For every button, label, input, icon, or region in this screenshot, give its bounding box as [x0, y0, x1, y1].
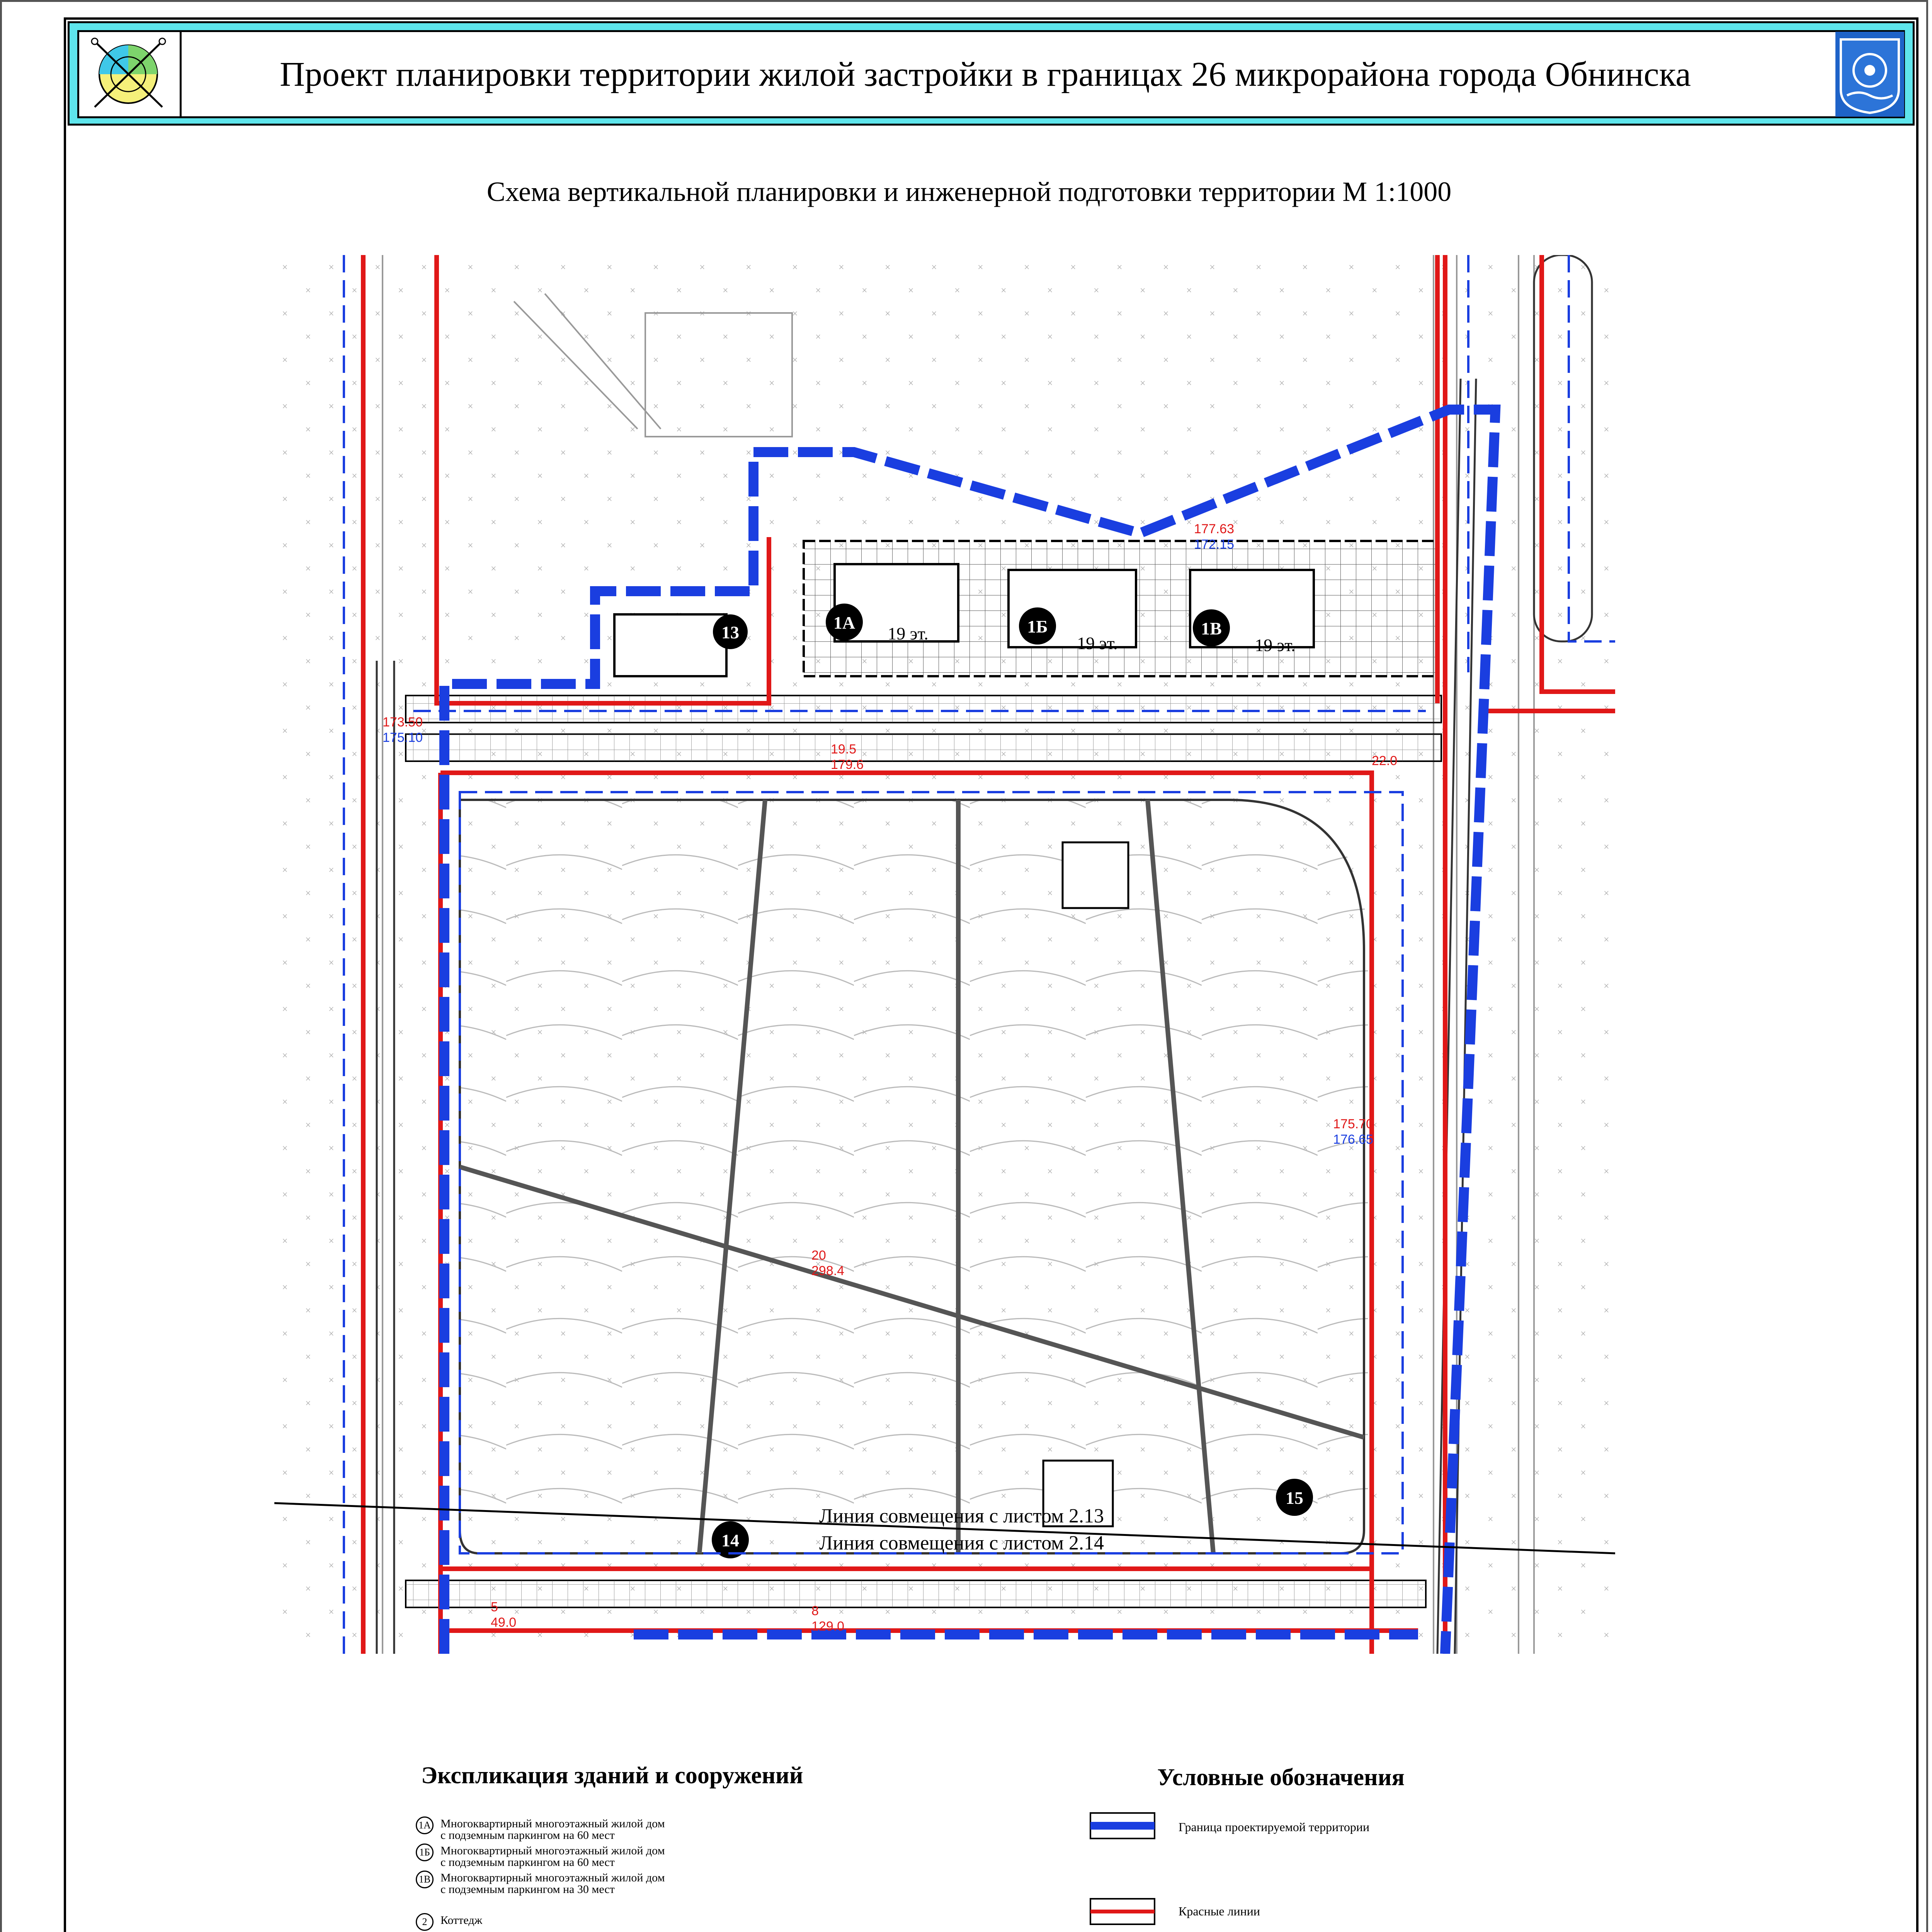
- header-title: Проект планировки территории жилой застройки в границах 26 микрорайона города Обнинска: [279, 55, 1691, 94]
- explication-item: [419, 1844, 665, 1869]
- explication-text: Многоквартирный многоэтажный жилой дом с подземным паркингом на 60 мест: [440, 1817, 665, 1842]
- elevation-label: 19.5: [831, 742, 857, 757]
- elevation-label: 176.65: [1333, 1132, 1373, 1147]
- floors-label: 19 эт.: [1255, 635, 1296, 655]
- elevation-label: 22.0: [1372, 753, 1398, 768]
- explication-title: Экспликация зданий и сооружений: [421, 1762, 803, 1789]
- city-emblem-icon: [1835, 32, 1904, 117]
- floors-label: 19 эт.: [888, 624, 929, 643]
- elevation-label: 172.15: [1194, 537, 1234, 552]
- explication-number: 1Б: [416, 1844, 434, 1861]
- explication-number: 1В: [416, 1871, 434, 1888]
- legend-label: Граница проектируемой территории: [1179, 1820, 1370, 1834]
- explication-text: Многоквартирный многоэтажный жилой дом с подземным паркингом на 60 мест: [440, 1844, 665, 1869]
- match-line-label: Линия совмещения с листом 2.14: [819, 1532, 1104, 1554]
- red-line-legend-icon: [1090, 1898, 1155, 1925]
- elevation-label: 179.6: [831, 757, 864, 772]
- compass-logo-icon: [79, 32, 182, 117]
- explication-text: Коттедж: [440, 1914, 483, 1927]
- elevation-label: 20: [811, 1248, 826, 1263]
- explication-item: [422, 1914, 483, 1927]
- explication-text: Многоквартирный многоэтажный жилой дом с подземным паркингом на 30 мест: [440, 1871, 665, 1896]
- position-label: 1А: [833, 613, 855, 633]
- drawing-subtitle: Схема вертикальной планировки и инженерной подготовки территории М 1:1000: [486, 176, 1452, 207]
- position-label: 1В: [1201, 619, 1222, 638]
- legend-label: Красные линии: [1179, 1904, 1260, 1918]
- elevation-label: 173.50: [383, 715, 423, 730]
- explication-item: [418, 1871, 665, 1896]
- boundary-legend-icon: [1090, 1812, 1155, 1839]
- elevation-label: 5: [491, 1600, 498, 1614]
- elevation-label: 177.63: [1194, 522, 1234, 536]
- explication-number: 1А: [416, 1816, 434, 1834]
- elevation-label: 298.4: [811, 1264, 845, 1278]
- explication-item: [418, 1817, 665, 1842]
- site-plan-map: [274, 255, 1615, 1654]
- position-label: 13: [721, 622, 739, 642]
- floors-label: 19 эт.: [1077, 633, 1118, 653]
- match-line-label: Линия совмещения с листом 2.13: [819, 1505, 1104, 1527]
- elevation-label: 49.0: [491, 1615, 517, 1630]
- position-label: 15: [1286, 1488, 1303, 1508]
- position-label: 14: [721, 1531, 739, 1550]
- legend-title: Условные обозначения: [1157, 1764, 1405, 1791]
- position-label: 1Б: [1027, 617, 1048, 636]
- elevation-label: 175.70: [1333, 1117, 1373, 1131]
- explication-number: 2: [416, 1913, 434, 1931]
- elevation-label: 8: [811, 1604, 819, 1618]
- elevation-label: 175.10: [383, 730, 423, 745]
- elevation-label: 129.0: [811, 1619, 845, 1634]
